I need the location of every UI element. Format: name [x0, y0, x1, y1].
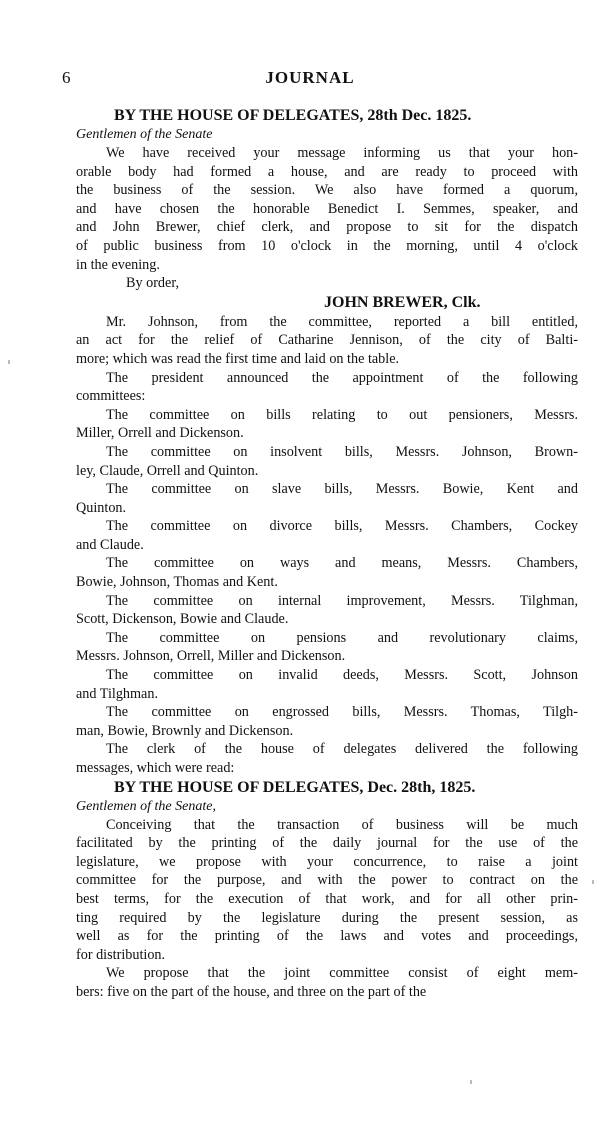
text-line: and have chosen the honorable Benedict I. Semmes, speaker, and	[76, 200, 578, 217]
proceedings	[76, 313, 578, 778]
text-line: and John Brewer, chief clerk, and propose to sit for the dispatch	[76, 219, 578, 236]
text-line: messages, which were read:	[76, 760, 235, 776]
scan-speck	[8, 360, 10, 364]
text-line: The committee on engrossed bills, Messrs. Thomas, Tilgh-	[106, 704, 578, 721]
text-line: We have received your message informing us that your hon-	[106, 145, 578, 161]
text-line: Mr. Johnson, from the committee, reported a bill entitled,	[106, 313, 578, 330]
page-header	[60, 68, 560, 90]
text-line: legislature, we propose with your concurrence, to raise a joint	[76, 853, 578, 870]
text-line: The president announced the appointment of the following	[106, 369, 578, 386]
text-line: committee for the purpose, and with the power to contract on the	[76, 872, 578, 889]
text-line: Quinton.	[76, 499, 127, 516]
text-line: The committee on pensions and revolutionary claims,	[106, 629, 578, 646]
salutation-2: Gentlemen of the Senate,	[76, 798, 216, 814]
text-line: The committee on internal improvement, Messrs. Tilghman,	[106, 592, 578, 609]
text-line: The committee on invalid deeds, Messrs. Scott, Johnson	[106, 667, 578, 684]
text-line: The committee on slave bills, Messrs. Bowie, Kent and	[106, 481, 578, 498]
text-line: Conceiving that the transaction of business will be much	[106, 816, 578, 833]
text-line: The committee on divorce bills, Messrs. Chambers, Cockey	[106, 518, 578, 535]
text-line: well as for the printing of the laws and votes and proceedings,	[76, 928, 578, 945]
scan-speck	[592, 880, 594, 884]
clerk-signature: JOHN BREWER, Clk.	[324, 293, 481, 311]
text-line: of public business from 10 o'clock in the morning, until 4 o'clock	[76, 237, 578, 254]
text-line: man, Bowie, Brownly and Dickenson.	[76, 722, 294, 739]
text-line: The clerk of the house of delegates delivered the following	[106, 741, 578, 758]
text-line: in the evening.	[76, 256, 160, 273]
salutation-1: Gentlemen of the Senate	[76, 127, 213, 142]
text-line: ting required by the legislature during the present session, as	[76, 909, 578, 926]
text-line: Scott, Dickenson, Bowie and Claude.	[76, 611, 289, 628]
by-order: By order,	[126, 275, 180, 292]
text-line: the business of the session. We also have formed a quorum,	[76, 182, 578, 199]
text-line: orable body had formed a house, and are ready to proceed with	[76, 163, 578, 180]
text-line: an act for the relief of Catharine Jennison, of the city of Balti-	[76, 332, 578, 349]
text-line: The committee on bills relating to out pensioners, Messrs.	[106, 406, 578, 423]
running-title: JOURNAL	[265, 68, 355, 87]
text-line: The committee on ways and means, Messrs. Chambers,	[106, 555, 578, 572]
scan-speck	[470, 1080, 472, 1084]
message-heading-2: BY THE HOUSE OF DELEGATES, Dec. 28th, 1825.	[114, 778, 476, 796]
text-line: Miller, Orrell and Dickenson.	[76, 425, 244, 442]
text-line: We propose that the joint committee consist of eight mem-	[106, 965, 578, 982]
text-line: ley, Claude, Orrell and Quinton.	[76, 462, 259, 479]
journal-body	[76, 106, 578, 1002]
text-line: and Claude.	[76, 536, 144, 553]
text-line: and Tilghman.	[76, 685, 158, 702]
text-line: committees:	[76, 388, 146, 405]
text-line: The committee on insolvent bills, Messrs. Johnson, Brown-	[106, 443, 578, 460]
text-line: bers: five on the part of the house, and three on the part of the	[76, 983, 427, 1000]
text-line: Bowie, Johnson, Thomas and Kent.	[76, 574, 278, 591]
text-line: Messrs. Johnson, Orrell, Miller and Dickenson.	[76, 648, 346, 665]
text-line: for distribution.	[76, 946, 166, 963]
text-line: best terms, for the execution of that work, and for all other prin-	[76, 890, 578, 907]
message-1-body	[76, 144, 578, 274]
text-line: facilitated by the printing of the daily journal for the use of the	[76, 835, 578, 852]
message-heading-1: BY THE HOUSE OF DELEGATES, 28th Dec. 1825.	[114, 107, 472, 124]
message-2-body	[76, 816, 578, 1002]
text-line: more; which was read the first time and laid on the table.	[76, 350, 400, 367]
page-number: 6	[62, 68, 71, 87]
